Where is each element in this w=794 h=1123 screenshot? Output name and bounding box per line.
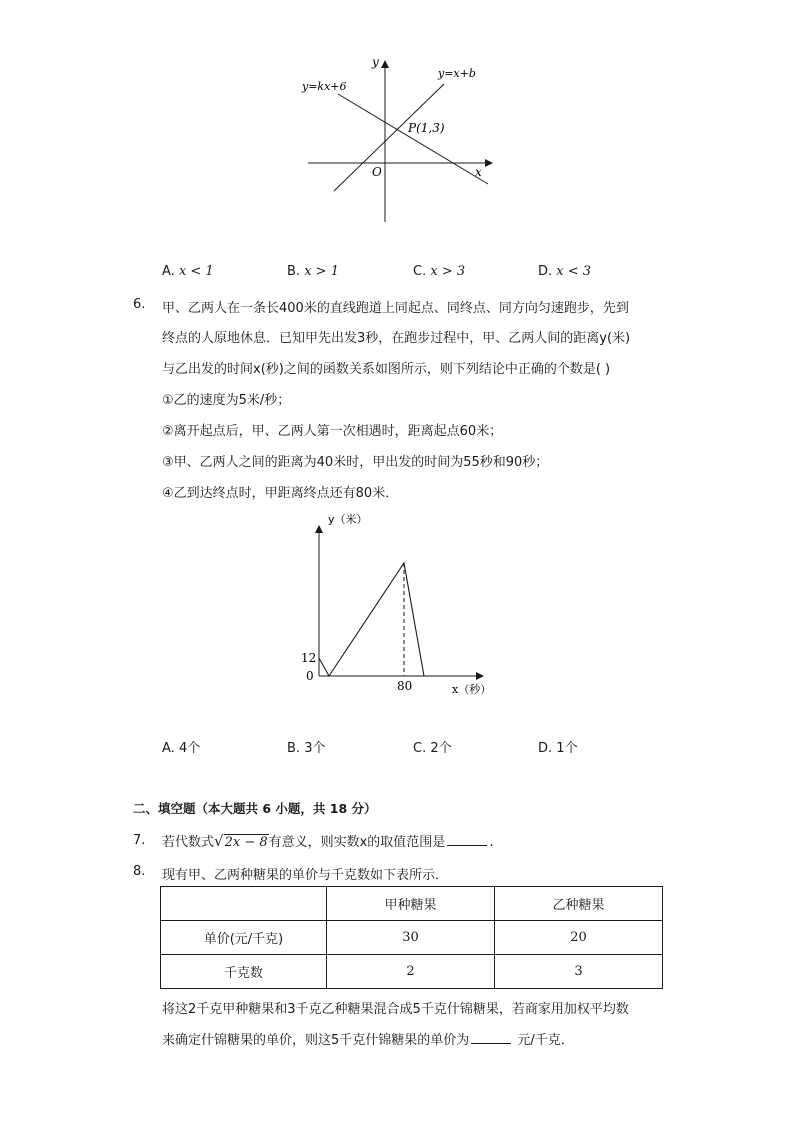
q6-option-d[interactable] — [538, 737, 578, 756]
figure1-label-line2: y=x+b — [438, 67, 476, 80]
q6-option-a-text: 4个 — [178, 741, 201, 756]
q5-option-d[interactable] — [538, 264, 591, 279]
q5-option-c[interactable] — [413, 264, 465, 279]
q5-option-c-text: x > 3 — [430, 264, 466, 279]
graph-y-axis-arrow — [315, 525, 323, 533]
table-cell: 2 — [327, 955, 495, 989]
graph-tick-origin: 0 — [306, 669, 314, 683]
figure1-label-y: y — [372, 55, 379, 69]
table-header-cell — [161, 887, 327, 921]
q7-text — [162, 831, 493, 850]
q7-radicand: 2x − 8 — [224, 835, 268, 850]
q6-option-c[interactable] — [413, 737, 452, 756]
q8-intro: 现有甲、乙两种糖果的单价与千克数如下表所示． — [162, 868, 449, 883]
q5-option-d-letter: D. — [538, 264, 553, 279]
q6-line2: 终点的人原地休息．已知甲先出发3秒，在跑步过程中，甲、乙两人间的距离y(米) — [162, 331, 631, 346]
x-axis-arrow — [485, 159, 493, 167]
q6-option-a-letter: A. — [162, 741, 175, 756]
figure1-label-line1: y=kx+6 — [302, 80, 347, 93]
line-x-plus-b — [334, 84, 444, 191]
q7-end: . — [489, 835, 494, 850]
table-cell: 30 — [327, 921, 495, 955]
section2-heading: 二、填空题（本大题共 6 小题，共 18 分） — [133, 801, 377, 816]
candy-table — [160, 886, 663, 989]
q6-statement-1: ①乙的速度为5米/秒； — [162, 393, 291, 408]
q7-number: 7. — [133, 833, 146, 848]
q7-post: 有意义，则实数x的取值范围是 — [268, 835, 446, 850]
q6-statement-3: ③甲、乙两人之间的距离为40米时，甲出发的时间为55秒和90秒； — [162, 455, 549, 470]
q6-line3: 与乙出发的时间x(秒)之间的函数关系如图所示，则下列结论中正确的个数是( ) — [162, 362, 611, 377]
q5-option-a-letter: A. — [162, 264, 175, 279]
q8-line2 — [162, 1029, 574, 1048]
figure1-label-origin: O — [372, 165, 382, 179]
q6-option-b[interactable] — [287, 737, 325, 756]
graph-x-axis-arrow — [476, 672, 484, 680]
y-axis-arrow — [381, 60, 389, 68]
q6-option-d-letter: D. — [538, 741, 553, 756]
q6-line1: 甲、乙两人在一条长400米的直线跑道上同起点、同终点、同方向匀速跑步，先到 — [162, 301, 629, 316]
graph-distance-line — [319, 563, 424, 676]
table-cell: 3 — [495, 955, 663, 989]
q6-option-b-text: 3个 — [304, 741, 326, 756]
q8-line2-pre: 来确定什锦糖果的单价，则这5千克什锦糖果的单价为 — [162, 1033, 470, 1048]
graph-tick-12: 12 — [301, 651, 317, 665]
q6-option-c-letter: C. — [413, 741, 427, 756]
q8-answer-blank[interactable] — [471, 1029, 511, 1044]
q5-option-b-letter: B. — [287, 264, 301, 279]
q6-option-a[interactable] — [162, 737, 200, 756]
q5-option-d-text: x < 3 — [556, 264, 592, 279]
table-cell: 20 — [495, 921, 663, 955]
graph-label-y: y（米） — [328, 513, 368, 526]
q5-option-a[interactable] — [162, 264, 214, 279]
table-cell: 千克数 — [161, 955, 327, 989]
graph-label-x: x（秒） — [452, 683, 492, 696]
line-kx-plus-6 — [338, 94, 488, 184]
q8-line1: 将这2千克甲种糖果和3千克乙种糖果混合成5千克什锦糖果，若商家用加权平均数 — [162, 1002, 629, 1017]
q6-option-b-letter: B. — [287, 741, 301, 756]
q7-pre: 若代数式 — [162, 835, 215, 850]
q6-option-d-text: 1个 — [556, 741, 578, 756]
q5-option-c-letter: C. — [413, 264, 427, 279]
q8-number: 8. — [133, 864, 146, 879]
q6-number: 6. — [133, 297, 146, 312]
table-row — [161, 955, 663, 989]
table-row — [161, 887, 663, 921]
graph-tick-80: 80 — [397, 679, 413, 693]
q5-option-a-text: x < 1 — [178, 264, 214, 279]
q5-option-b[interactable] — [287, 264, 339, 279]
sqrt-icon: √ — [214, 832, 224, 850]
figure1-label-x: x — [475, 165, 482, 179]
q5-option-b-text: x > 1 — [304, 264, 339, 279]
q6-statement-4: ④乙到达终点时，甲距离终点还有80米． — [162, 486, 399, 501]
figure1-label-point: P(1,3) — [408, 121, 445, 135]
figure-linear-functions — [290, 50, 510, 230]
table-header-cell: 乙种糖果 — [495, 887, 663, 921]
table-row — [161, 921, 663, 955]
table-cell: 单价(元/千克) — [161, 921, 327, 955]
q6-statement-2: ②离开起点后，甲、乙两人第一次相遇时，距离起点60米； — [162, 424, 503, 439]
figure-distance-time-graph — [298, 505, 508, 705]
table-header-cell: 甲种糖果 — [327, 887, 495, 921]
q7-answer-blank[interactable] — [447, 831, 487, 846]
q6-option-c-text: 2个 — [430, 741, 452, 756]
q8-line2-post: 元/千克． — [513, 1033, 574, 1048]
